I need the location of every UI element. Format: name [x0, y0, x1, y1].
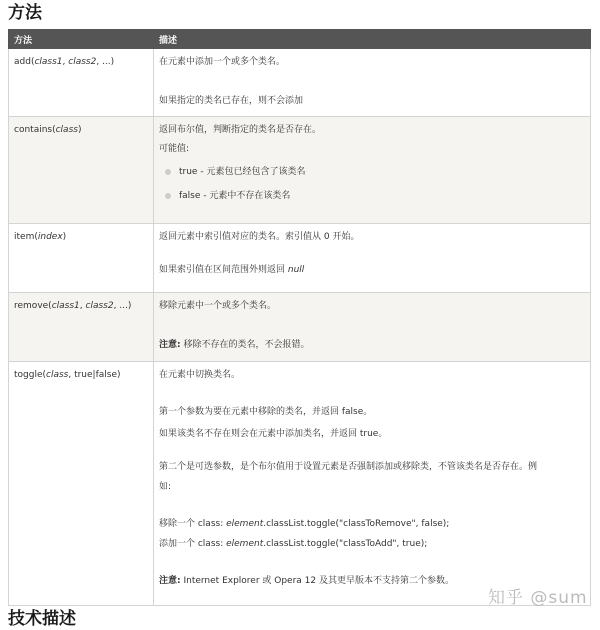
method-cell-contains: contains(class) — [9, 117, 154, 224]
column-header-description: 描述 — [154, 30, 591, 49]
page-title: 方法 — [8, 3, 42, 23]
method-cell-add: add(class1, class2, ...) — [9, 49, 154, 117]
description-cell-add: 在元素中添加一个或多个类名。 如果指定的类名已存在，则不会添加 — [154, 49, 591, 117]
description-cell-remove: 移除元素中一个或多个类名。 注意: 移除不存在的类名，不会报错。 — [154, 293, 591, 362]
bullet-icon — [165, 193, 171, 199]
method-cell-item: item(index) — [9, 224, 154, 293]
table-header-row — [9, 30, 591, 49]
watermark: 知乎 @sum — [488, 588, 588, 608]
column-header-method: 方法 — [9, 30, 154, 49]
table-row — [9, 117, 591, 224]
list-item: false - 元素中不存在该类名 — [159, 190, 585, 202]
table-row — [9, 49, 591, 117]
table-row — [9, 224, 591, 293]
bullet-icon — [165, 169, 171, 175]
methods-table — [8, 29, 591, 606]
section-heading: 技术描述 — [8, 609, 76, 629]
description-cell-item: 返回元素中索引值对应的类名。索引值从 0 开始。 如果索引值在区间范围外则返回 null — [154, 224, 591, 293]
description-cell-toggle: 在元素中切换类名。 第一个参数为要在元素中移除的类名，并返回 false。 如果该类名不存在则会在元素中添加类名，并返回 true。 第二个是可选参数，是个布尔值用于设置元素是否强制添加或移除类，不管该类名是否存在。例 如: 移除一个 class: element.classList.toggle("classToRemove", false); 添加一个 class: element.classList.toggle("classToAdd", true); 注意: Internet Explorer 或 Opera 12 及其更早版本不支持第二个参数。 — [154, 362, 591, 606]
table-row — [9, 293, 591, 362]
list-item: true - 元素包已经包含了该类名 — [159, 166, 585, 178]
method-cell-toggle: toggle(class, true|false) — [9, 362, 154, 606]
description-cell-contains: 返回布尔值，判断指定的类名是否存在。 可能值: true - 元素包已经包含了该类名 false - 元素中不存在该类名 — [154, 117, 591, 224]
table-row — [9, 362, 591, 606]
method-cell-remove: remove(class1, class2, ...) — [9, 293, 154, 362]
